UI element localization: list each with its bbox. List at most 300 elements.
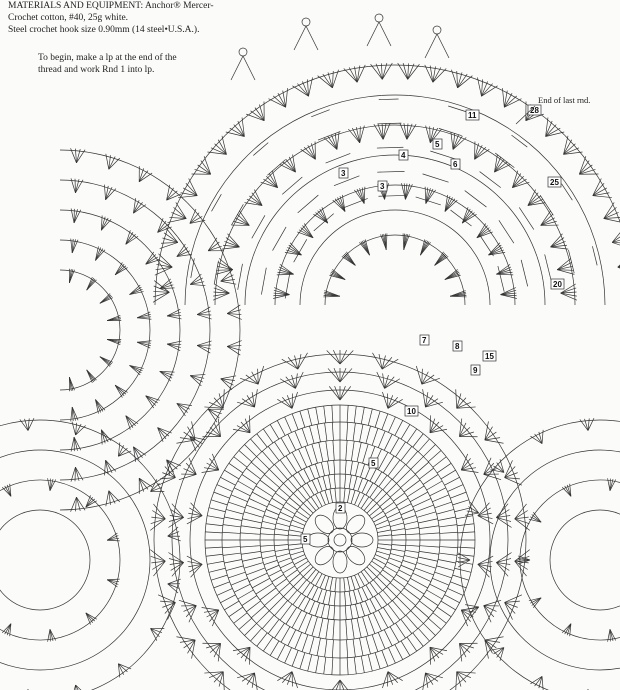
left-chain-arc: [83, 372, 102, 385]
round-stitch: [224, 560, 242, 564]
round-number-marker: [399, 150, 408, 160]
side-chain-arc: [0, 525, 5, 560]
upper-chain-arc: [479, 261, 487, 282]
side-fan: [168, 579, 181, 584]
scallop-fan: [515, 519, 530, 524]
round-stitch: [283, 566, 295, 573]
round-stitch: [418, 519, 438, 523]
picot-stem: [243, 56, 255, 80]
upper-fan: [218, 140, 226, 155]
round-stitch: [353, 476, 357, 490]
upper-fan: [346, 252, 355, 266]
scallop-fan: [168, 553, 183, 563]
round-stitch: [392, 534, 406, 535]
left-chain-arc: [206, 297, 210, 330]
upper-fan: [386, 233, 387, 249]
round-stitch: [264, 560, 277, 564]
side-fan: [168, 584, 178, 593]
round-stitch: [302, 428, 308, 445]
left-chain-arc: [60, 240, 88, 244]
scallop-fan: [242, 399, 255, 407]
round-stitch: [370, 486, 378, 497]
side-chain-arc: [0, 425, 2, 448]
scallop-fan: [179, 600, 196, 605]
round-stitch: [347, 658, 348, 675]
round-stitch: [397, 469, 411, 483]
side-chain-arc: [550, 560, 565, 595]
round-stitch: [406, 534, 420, 535]
picot-stem: [294, 26, 306, 50]
scallop-fan: [456, 389, 457, 408]
round-number-marker: [451, 159, 460, 169]
scallop-fan: [329, 386, 340, 400]
round-stitch: [423, 474, 438, 484]
round-stitch: [246, 601, 260, 612]
round-stitch: [315, 464, 319, 477]
round-stitch: [400, 475, 415, 488]
round-stitch: [387, 587, 397, 597]
round-stitch: [317, 638, 321, 656]
round-stitch: [220, 595, 235, 603]
round-stitch: [309, 426, 314, 443]
round-stitch: [448, 588, 464, 595]
scallop-fan: [176, 637, 195, 640]
round-stitch: [269, 469, 283, 483]
round-number: 8: [455, 342, 460, 351]
round-stitch: [220, 477, 235, 485]
round-stitch: [358, 589, 363, 602]
upper-fan: [222, 136, 226, 155]
round-stitch: [286, 502, 297, 510]
pineapple-row: [253, 143, 268, 156]
side-fan: [465, 513, 479, 515]
round-stitch: [295, 632, 302, 649]
round-stitch: [396, 574, 408, 581]
round-stitch: [217, 485, 233, 492]
pineapple-row: [498, 266, 504, 292]
round-stitch: [430, 584, 446, 592]
round-number: 15: [485, 352, 494, 361]
round-stitch: [428, 618, 441, 629]
scallop-fan: [340, 386, 345, 400]
round-stitch: [246, 505, 265, 512]
end-of-last-round-label: End of last rnd.: [538, 95, 591, 105]
round-stitch: [285, 417, 292, 433]
pineapple-row: [377, 147, 404, 148]
round-number: 5: [371, 459, 376, 468]
left-chain-arc: [120, 226, 145, 245]
upper-fan: [612, 242, 620, 248]
round-stitch: [275, 464, 288, 479]
round-stitch: [334, 606, 335, 620]
left-chain-arc: [206, 330, 210, 363]
round-stitch: [260, 545, 274, 546]
round-stitch: [262, 521, 276, 524]
left-chain-arc: [125, 195, 153, 213]
round-stitch: [329, 591, 331, 605]
pineapple-row: [238, 264, 243, 290]
upper-chain-arc: [185, 279, 187, 305]
round-stitch: [209, 508, 226, 512]
round-stitch: [312, 444, 318, 463]
round-stitch: [420, 546, 440, 547]
round-stitch: [279, 583, 290, 592]
round-stitch: [307, 585, 314, 597]
round-stitch: [378, 431, 385, 448]
side-chain-arc: [102, 654, 143, 685]
round-stitch: [244, 563, 263, 569]
round-stitch: [347, 489, 350, 503]
round-stitch: [231, 495, 248, 502]
side-chain-arc: [562, 420, 613, 425]
round-stitch: [393, 579, 404, 587]
center-ring-inner: [334, 534, 346, 546]
round-stitch: [355, 462, 358, 476]
round-stitch: [427, 590, 443, 599]
round-stitch: [351, 490, 355, 503]
round-stitch: [403, 515, 416, 519]
round-stitch: [345, 474, 346, 488]
upper-chain-arc: [497, 195, 514, 213]
scallop-fan: [258, 366, 263, 384]
round-stitch: [250, 628, 261, 641]
round-stitch: [395, 644, 403, 659]
left-fan: [190, 209, 196, 223]
upper-fan: [251, 111, 265, 121]
round-stitch: [368, 615, 375, 634]
round-stitch: [375, 520, 388, 525]
scallop-fan: [340, 368, 352, 382]
round-stitch: [363, 444, 369, 463]
round-stitch: [302, 635, 308, 652]
round-stitch: [324, 657, 326, 674]
round-stitch: [245, 623, 257, 635]
left-chain-arc: [146, 330, 150, 358]
round-number-marker: [339, 168, 348, 178]
scallop-fan: [151, 519, 166, 524]
round-stitch: [353, 639, 355, 657]
pineapple-row: [480, 172, 501, 188]
round-number-marker: [548, 177, 561, 187]
round-stitch: [226, 566, 243, 571]
round-stitch: [353, 590, 357, 604]
round-stitch: [456, 516, 473, 519]
scallop-fan: [292, 392, 297, 408]
upper-chain-arc: [455, 168, 477, 180]
round-stitch: [277, 420, 285, 435]
side-chain-arc: [16, 450, 65, 453]
round-stitch: [325, 490, 329, 503]
scallop-fan: [423, 673, 426, 690]
round-stitch: [226, 509, 243, 514]
upper-chain-arc: [263, 213, 277, 234]
round-stitch: [292, 650, 298, 666]
round-stitch: [370, 583, 378, 594]
left-fan: [76, 497, 85, 510]
round-stitch: [332, 640, 333, 658]
round-stitch: [405, 527, 419, 529]
round-stitch: [272, 498, 284, 505]
round-stitch: [249, 573, 267, 581]
side-chain-arc: [501, 608, 532, 646]
round-stitch: [396, 442, 406, 457]
round-stitch: [347, 405, 348, 422]
round-stitch: [325, 639, 327, 657]
round-stitch: [298, 449, 306, 467]
round-stitch: [417, 512, 436, 518]
upper-chain-arc: [303, 261, 311, 282]
round-stitch: [437, 509, 454, 514]
round-stitch: [349, 475, 351, 489]
round-stitch: [378, 632, 385, 649]
left-fan: [139, 168, 143, 181]
round-stitch: [367, 503, 377, 513]
upper-fan: [230, 128, 245, 136]
round-stitch: [390, 627, 399, 643]
round-stitch: [288, 479, 297, 490]
round-stitch: [251, 462, 265, 474]
round-stitch: [438, 517, 456, 521]
round-stitch: [307, 483, 314, 495]
round-number-marker: [369, 458, 378, 468]
upper-chain-arc: [466, 242, 479, 261]
scallop-fan: [242, 673, 255, 681]
round-stitch: [375, 411, 380, 427]
round-stitch: [302, 583, 310, 594]
scallop-fan: [202, 607, 219, 610]
round-number: 5: [303, 535, 308, 544]
pineapple-row: [495, 153, 514, 168]
round-stitch: [384, 434, 392, 450]
side-chain-arc: [0, 672, 2, 690]
round-stitch: [407, 429, 417, 443]
scallop-fan: [340, 350, 347, 364]
scallop-fan: [456, 672, 457, 690]
side-chain-arc: [576, 667, 620, 670]
side-chain-arc: [600, 595, 620, 610]
round-stitch: [224, 517, 242, 521]
round-stitch: [362, 587, 368, 600]
left-fan: [109, 491, 120, 502]
round-stitch: [346, 440, 347, 460]
round-stitch: [361, 656, 364, 673]
round-stitch: [406, 451, 418, 465]
round-stitch: [368, 655, 372, 672]
round-stitch: [385, 566, 397, 573]
round-stitch: [360, 638, 364, 656]
upper-fan: [462, 211, 472, 223]
scallop-fan: [287, 672, 292, 685]
round-number-marker: [336, 503, 345, 513]
round-stitch: [391, 529, 405, 531]
round-stitch: [308, 655, 312, 672]
round-stitch: [379, 475, 387, 486]
round-stitch: [223, 553, 241, 555]
round-stitch: [269, 570, 281, 576]
round-stitch: [317, 589, 322, 602]
round-stitch: [413, 498, 431, 506]
round-stitch: [270, 641, 279, 656]
round-stitch: [264, 515, 277, 519]
round-stitch: [244, 512, 263, 518]
round-stitch: [383, 570, 394, 578]
round-stitch: [300, 653, 305, 669]
round-stitch: [370, 599, 376, 611]
round-stitch: [415, 462, 429, 474]
upper-fan: [226, 132, 245, 136]
round-ring: [302, 502, 378, 578]
left-chain-arc: [237, 330, 241, 365]
round-stitch: [378, 535, 392, 536]
round-number-marker: [471, 365, 480, 375]
round-stitch: [320, 492, 325, 505]
pineapple-row: [512, 135, 528, 147]
round-stitch: [360, 603, 364, 616]
round-stitch: [358, 478, 363, 491]
round-number-marker: [420, 335, 429, 345]
round-stitch: [397, 597, 411, 611]
round-stitch: [401, 565, 414, 570]
round-stitch: [401, 509, 414, 514]
round-stitch: [419, 468, 433, 479]
round-stitch: [383, 590, 392, 601]
upper-chain-arc: [192, 228, 200, 253]
round-stitch: [264, 592, 279, 605]
left-fan: [221, 270, 232, 281]
pineapple-row: [562, 184, 573, 201]
round-stitch: [362, 480, 368, 493]
round-stitch: [281, 627, 290, 643]
scallop-fan: [255, 389, 258, 407]
upper-fan: [546, 132, 565, 136]
side-chain-arc: [40, 595, 75, 610]
side-chain-arc: [65, 646, 109, 667]
round-stitch: [324, 406, 326, 423]
round-number: 25: [550, 178, 559, 187]
upper-chain-arc: [361, 211, 383, 217]
round-stitch: [274, 534, 288, 535]
round-number-marker: [301, 534, 310, 544]
pineapple-row: [479, 234, 493, 256]
round-stitch: [334, 460, 335, 474]
scallop-fan: [388, 672, 393, 685]
round-stitch: [423, 445, 435, 457]
round-stitch: [383, 479, 392, 490]
side-fan: [72, 685, 76, 690]
round-stitch: [457, 524, 474, 526]
upper-fan: [162, 238, 177, 242]
round-stitch: [344, 488, 345, 502]
round-stitch: [389, 517, 402, 522]
round-stitch: [423, 596, 438, 606]
round-stitch: [241, 526, 261, 529]
side-chain-arc: [75, 525, 90, 560]
upper-chain-arc: [341, 216, 361, 227]
left-chain-arc: [91, 434, 120, 446]
round-stitch: [334, 474, 335, 488]
side-fan: [118, 448, 127, 456]
round-stitch: [351, 441, 354, 461]
round-stitch: [418, 628, 429, 641]
round-stitch: [298, 596, 305, 608]
pineapple-row: [439, 128, 462, 135]
round-stitch: [321, 462, 324, 476]
scallop-fan: [250, 647, 251, 664]
round-stitch: [383, 502, 394, 510]
left-chain-arc: [154, 424, 178, 448]
round-stitch: [332, 405, 333, 422]
round-stitch: [370, 469, 376, 481]
upper-chain-arc: [429, 216, 449, 227]
left-fan: [167, 344, 180, 351]
round-stitch: [361, 407, 364, 424]
round-stitch: [435, 502, 452, 508]
scallop-fan: [425, 673, 438, 681]
left-chain-arc: [160, 457, 187, 479]
round-stitch: [349, 591, 351, 605]
round-stitch: [323, 476, 327, 490]
round-stitch: [347, 422, 348, 440]
side-chain-arc: [65, 453, 109, 474]
scallop-fan: [255, 673, 258, 690]
side-chain-arc: [0, 646, 16, 667]
scallop-fan: [425, 399, 438, 407]
round-stitch: [241, 551, 261, 554]
upper-chain-arc: [484, 115, 507, 128]
scallop-fan: [422, 369, 423, 384]
round-stitch: [308, 409, 312, 426]
scallop-fan: [282, 397, 292, 408]
round-stitch: [332, 658, 333, 675]
scallop-fan: [388, 672, 398, 683]
round-stitch: [437, 566, 454, 571]
left-chain-arc: [125, 447, 153, 465]
side-chain-arc: [613, 685, 620, 690]
round-number-marker: [453, 341, 462, 351]
left-fan: [208, 409, 221, 413]
upper-chain-arc: [358, 156, 382, 160]
left-fan: [208, 246, 221, 250]
round-stitch: [423, 623, 435, 635]
left-fan: [197, 307, 210, 315]
side-chain-arc: [531, 453, 575, 474]
round-stitch: [266, 565, 279, 570]
picot: [433, 26, 441, 34]
round-stitch: [335, 488, 336, 502]
round-stitch: [401, 446, 412, 460]
round-stitch: [300, 411, 305, 427]
side-chain-arc: [576, 450, 620, 453]
round-stitch: [257, 434, 267, 447]
left-chain-arc: [102, 288, 115, 307]
left-fan: [139, 173, 152, 182]
round-stitch: [283, 483, 293, 493]
round-stitch: [390, 523, 404, 527]
upper-chain-arc: [579, 204, 590, 228]
picot: [302, 18, 310, 26]
round-stitch: [323, 590, 327, 604]
upper-chain-arc: [293, 179, 313, 194]
scallop-fan: [258, 369, 259, 384]
round-stitch: [440, 532, 458, 533]
side-chain-arc: [5, 595, 40, 610]
round-stitch: [286, 570, 297, 578]
left-chain-arc: [60, 210, 91, 214]
round-stitch: [419, 551, 439, 554]
round-stitch: [228, 502, 245, 508]
round-stitch: [344, 578, 345, 592]
round-stitch: [260, 534, 274, 535]
